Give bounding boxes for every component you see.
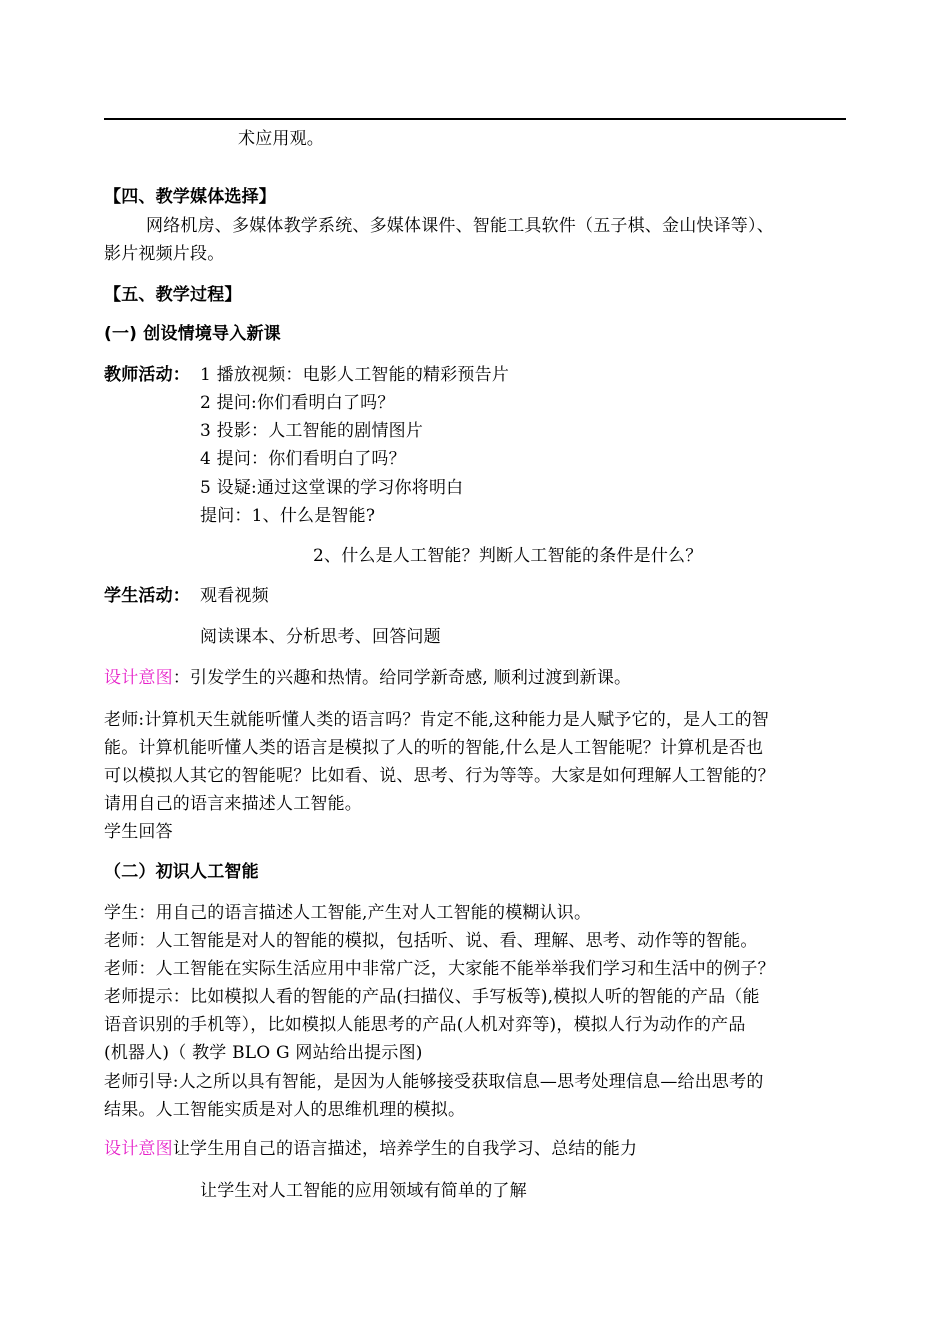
- paragraph2-line6: (机器人)（ 教学 BLO G 网站给出提示图): [104, 1043, 423, 1063]
- paragraph1-line3: 可以模拟人其它的智能呢？比如看、说、思考、行为等等。大家是如何理解人工智能的？: [104, 766, 775, 786]
- paragraph1-line4: 请用自己的语言来描述人工智能。: [104, 794, 362, 814]
- section4-line2: 影片视频片段。: [104, 244, 225, 264]
- subsection1-heading: (一) 创设情境导入新课: [104, 324, 281, 344]
- teacher-item-4: 4 提问：你们看明白了吗？: [200, 449, 406, 469]
- paragraph1-line1: 老师:计算机天生就能听懂人类的语言吗？肯定不能,这种能力是人赋予它的，是人工的智: [104, 710, 770, 730]
- paragraph2-line7: 老师引导:人之所以具有智能，是因为人能够接受获取信息—思考处理信息—给出思考的: [104, 1072, 764, 1092]
- teacher-question-2: 2、什么是人工智能？判断人工智能的条件是什么？: [313, 546, 703, 566]
- teacher-item-1: 1 播放视频：电影人工智能的精彩预告片: [200, 365, 510, 385]
- subsection2-heading: （二）初识人工智能: [104, 862, 259, 882]
- header-rule: [104, 118, 846, 120]
- design-intent-label: 设计意图: [104, 668, 173, 688]
- design-intent-text: ：引发学生的兴趣和热情。给同学新奇感, 顺利过渡到新课。: [172, 668, 632, 688]
- teacher-item-2: 2 提问:你们看明白了吗？: [200, 393, 395, 413]
- design-intent-2-line2: 让学生对人工智能的应用领域有简单的了解: [200, 1181, 527, 1201]
- teacher-item-3: 3 投影：人工智能的剧情图片: [200, 421, 424, 441]
- paragraph2-line4: 老师提示：比如模拟人看的智能的产品(扫描仪、手写板等),模拟人听的智能的产品（能: [104, 987, 760, 1007]
- section4-heading: 【四、教学媒体选择】: [104, 187, 276, 207]
- section4-line1: 网络机房、多媒体教学系统、多媒体课件、智能工具软件（五子棋、金山快译等）、: [146, 216, 774, 236]
- section3-tail: 术应用观。: [238, 129, 324, 149]
- teacher-question-1: 提问：1、什么是智能?: [200, 506, 376, 526]
- student-activity-label: 学生活动：: [104, 586, 190, 606]
- paragraph1-line2: 能。计算机能听懂人类的语言是模拟了人的听的智能,什么是人工智能呢？计算机是否也: [104, 738, 764, 758]
- student-item-1: 观看视频: [200, 586, 269, 606]
- paragraph2-line8: 结果。人工智能实质是对人的思维机理的模拟。: [104, 1100, 466, 1120]
- paragraph2-line5: 语音识别的手机等），比如模拟人能思考的产品(人机对弈等)，模拟人行为动作的产品: [104, 1015, 746, 1035]
- design-intent-1: [104, 667, 631, 689]
- paragraph2-line1: 学生：用自己的语言描述人工智能,产生对人工智能的模糊认识。: [104, 903, 592, 923]
- design-intent-2-text: 让学生用自己的语言描述，培养学生的自我学习、总结的能力: [172, 1139, 638, 1159]
- paragraph2-line3: 老师：人工智能在实际生活应用中非常广泛，大家能不能举举我们学习和生活中的例子？: [104, 959, 775, 979]
- paragraph1-line5: 学生回答: [104, 822, 173, 842]
- student-item-2: 阅读课本、分析思考、回答问题: [200, 627, 441, 647]
- paragraph2-line2: 老师：人工智能是对人的智能的模拟，包括听、说、看、理解、思考、动作等的智能。: [104, 931, 758, 951]
- teacher-activity-label: 教师活动：: [104, 365, 190, 385]
- design-intent-2: [104, 1138, 637, 1160]
- teacher-item-5: 5 设疑:通过这堂课的学习你将明白: [200, 478, 464, 498]
- section5-heading: 【五、教学过程】: [104, 285, 242, 305]
- design-intent-2-label: 设计意图: [104, 1139, 173, 1159]
